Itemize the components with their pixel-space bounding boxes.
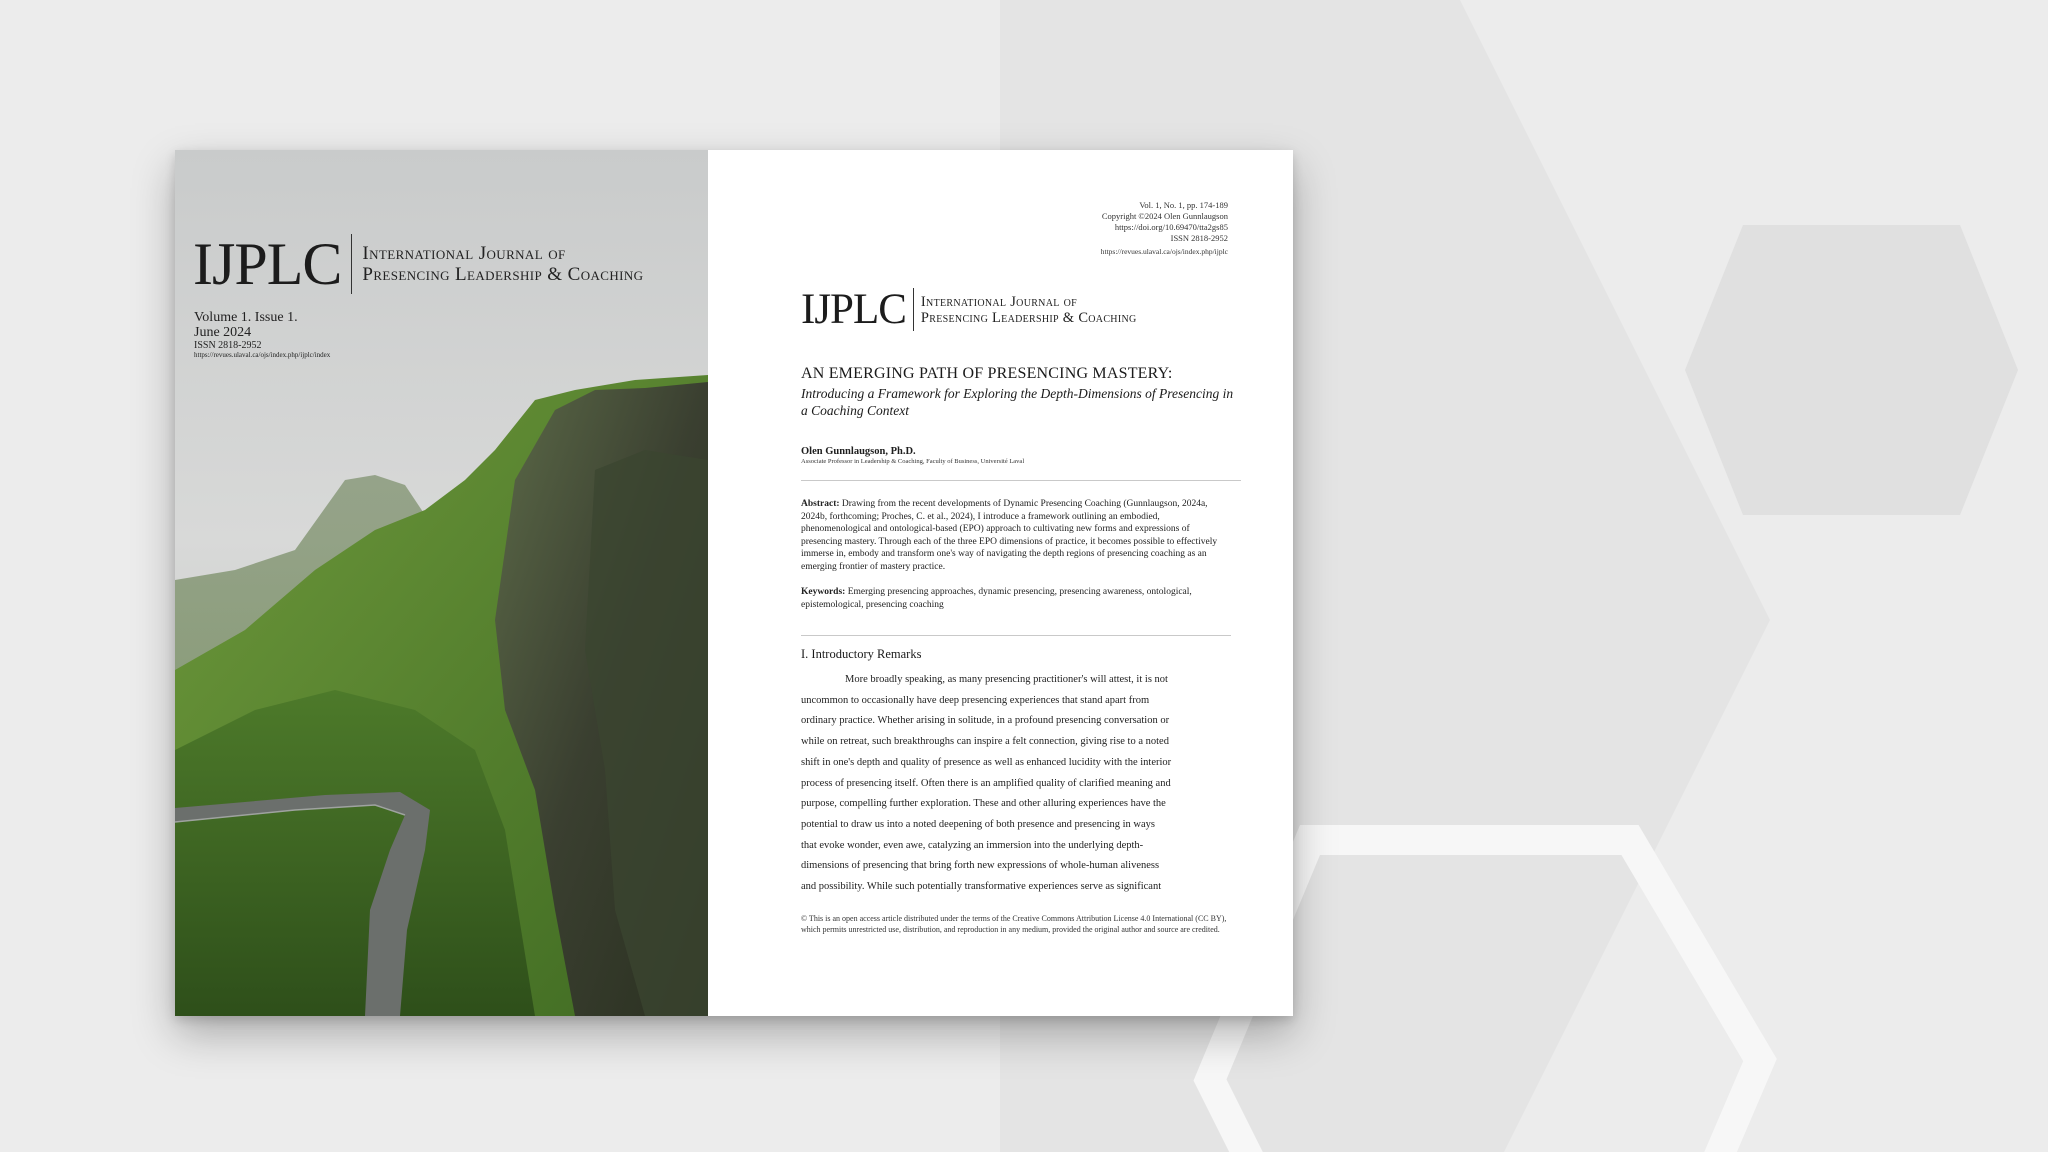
author-name: Olen Gunnlaugson, Ph.D.	[801, 446, 916, 457]
publication-info	[1101, 200, 1228, 257]
pub-info-url: https://revues.ulaval.ca/ojs/index.php/ijplc	[1100, 247, 1228, 256]
divider	[801, 635, 1231, 636]
pub-info-volume: Vol. 1, No. 1, pp. 174-189	[1139, 200, 1228, 210]
body-line: ordinary practice. Whether arising in solitude, in a profound presencing conversation or	[801, 715, 1170, 727]
author-affiliation: Associate Professor in Leadership & Coaching, Faculty of Business, Université Laval	[801, 458, 1025, 465]
divider	[801, 480, 1241, 481]
cover-issn: ISSN 2818-2952	[194, 340, 262, 351]
article-masthead	[801, 288, 1137, 331]
article-subtitle: Introducing a Framework for Exploring the Depth-Dimensions of Presencing in a Coaching Context	[801, 386, 1234, 418]
body-line: that evoke wonder, even awe, catalyzing an immersion into the underlying depth-	[801, 839, 1144, 851]
pub-info-issn: ISSN 2818-2952	[1170, 233, 1228, 243]
license-notice: © This is an open access article distributed under the terms of the Creative Commons Attribution License 4.0 International (CC BY), which permits unrestricted use, distribution, and reproduction in any medium, provided the original author and source are credited.	[801, 914, 1227, 934]
abstract	[801, 498, 1231, 573]
small-hexagon-shape	[1685, 225, 2018, 515]
article-title: AN EMERGING PATH OF PRESENCING MASTERY:	[801, 365, 1173, 382]
cover-masthead	[193, 231, 644, 297]
cover-date: June 2024	[194, 325, 252, 340]
body-line: uncommon to occasionally have deep presencing experiences that stand apart from	[801, 694, 1150, 706]
body-line: More broadly speaking, as many presencing practitioner's will attest, it is not	[845, 674, 1168, 685]
article-journal-name-line-1: International Journal of	[920, 293, 1077, 310]
pub-info-doi: https://doi.org/10.69470/tta2gs85	[1114, 222, 1228, 232]
cover-journal-name-line-2: Presencing Leadership & Coaching	[362, 264, 644, 285]
cover-journal-name	[362, 243, 643, 285]
cover-volume-issue: Volume 1. Issue 1.	[194, 310, 298, 325]
cover-url: https://revues.ulaval.ca/ojs/index.php/ijplc/index	[194, 351, 331, 359]
keywords	[801, 586, 1231, 611]
journal-spread	[175, 150, 1293, 1016]
body-line: while on retreat, such breakthroughs can inspire a felt connection, giving rise to a noted	[801, 736, 1169, 748]
keywords-text: Emerging presencing approaches, dynamic presencing, presencing awareness, ontological, epistemological, presencing coaching	[801, 587, 1192, 610]
cover-logo: IJPLC	[193, 234, 352, 294]
pub-info-copyright: Copyright ©2024 Olen Gunnlaugson	[1101, 211, 1228, 221]
body-line: shift in one's depth and quality of presence as well as enhanced lucidity with the interior	[801, 756, 1172, 768]
body-line: process of presencing itself. Often there is an amplified quality of clarified meaning and	[801, 777, 1171, 789]
keywords-label: Keywords:	[801, 587, 846, 597]
body-line: potential to draw us into a noted deepening of both presence and presencing in ways	[801, 818, 1155, 830]
abstract-text: Drawing from the recent developments of Dynamic Presencing Coaching (Gunnlaugson, 2024a, 2024b, forthcoming; Proches, C. et al., 2024), I introduce a framework outlining an embodied, phenomenological and ontological-based (EPO) approach to cultivating new forms and expressions of presencing mastery. Through each of the three EPO dimensions of practice, it becomes possible to effectively immerse in, embody and transform one's way of navigating the depth regions of presencing coaching as an emerging frontier of mastery practice.	[801, 499, 1218, 572]
body-line: dimensions of presencing that bring forth new expressions of whole-human aliveness	[801, 860, 1160, 872]
article-first-page	[708, 150, 1293, 1016]
body-line: purpose, compelling further exploration. These and other alluring experiences have the	[801, 798, 1166, 810]
cover-journal-name-line-1: International Journal of	[362, 243, 566, 264]
body-text	[801, 670, 1231, 898]
article-journal-name	[921, 294, 1137, 326]
journal-cover	[175, 150, 708, 1016]
article-title-block	[801, 365, 1241, 419]
section-heading: I. Introductory Remarks	[801, 647, 922, 661]
body-line: and possibility. While such potentially transformative experiences serve as significant	[801, 881, 1162, 893]
author-block	[801, 446, 1024, 465]
article-logo: IJPLC	[801, 288, 914, 331]
article-journal-name-line-2: Presencing Leadership & Coaching	[920, 309, 1137, 326]
abstract-label: Abstract:	[801, 499, 840, 509]
cover-issue-meta	[194, 310, 330, 360]
